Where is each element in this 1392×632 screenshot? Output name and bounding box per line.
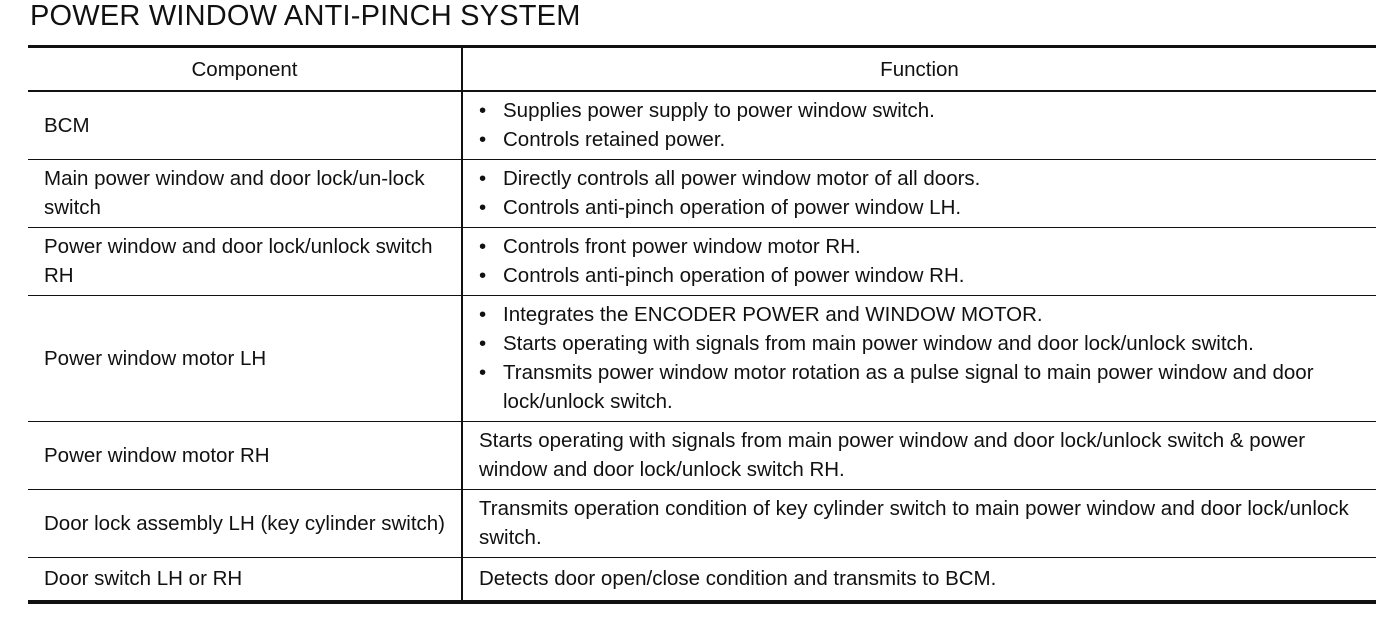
function-bullet: • Controls anti-pinch operation of power window LH. bbox=[479, 193, 1370, 222]
table-row bbox=[28, 160, 1376, 228]
function-bullet-list bbox=[479, 232, 1370, 290]
column-header-function: Function bbox=[462, 47, 1376, 92]
function-bullet: • Supplies power supply to power window switch. bbox=[479, 96, 1370, 125]
table-row bbox=[28, 91, 1376, 160]
function-bullet: • Starts operating with signals from main power window and door lock/unlock switch. bbox=[479, 329, 1370, 358]
component-cell: Power window motor RH bbox=[28, 422, 462, 490]
function-cell bbox=[462, 91, 1376, 160]
function-bullet: • Controls front power window motor RH. bbox=[479, 232, 1370, 261]
function-bullet-list bbox=[479, 300, 1370, 416]
function-cell bbox=[462, 296, 1376, 422]
page-title: POWER WINDOW ANTI-PINCH SYSTEM bbox=[30, 0, 581, 32]
table-row bbox=[28, 296, 1376, 422]
function-bullet-list bbox=[479, 96, 1370, 154]
component-cell: Power window motor LH bbox=[28, 296, 462, 422]
table-row bbox=[28, 422, 1376, 490]
function-cell: Detects door open/close condition and transmits to BCM. bbox=[462, 558, 1376, 603]
component-cell: BCM bbox=[28, 91, 462, 160]
function-cell bbox=[462, 160, 1376, 228]
component-cell: Main power window and door lock/un-lock switch bbox=[28, 160, 462, 228]
column-header-component: Component bbox=[28, 47, 462, 92]
function-bullet-list bbox=[479, 164, 1370, 222]
function-bullet: • Controls anti-pinch operation of power window RH. bbox=[479, 261, 1370, 290]
component-function-table bbox=[28, 45, 1376, 604]
function-bullet: • Integrates the ENCODER POWER and WINDOW MOTOR. bbox=[479, 300, 1370, 329]
component-cell: Door switch LH or RH bbox=[28, 558, 462, 603]
function-cell bbox=[462, 228, 1376, 296]
component-cell: Door lock assembly LH (key cylinder switch) bbox=[28, 490, 462, 558]
component-cell: Power window and door lock/unlock switch RH bbox=[28, 228, 462, 296]
function-bullet: • Directly controls all power window motor of all doors. bbox=[479, 164, 1370, 193]
function-cell: Starts operating with signals from main power window and door lock/unlock switch & power window and door lock/unlock switch RH. bbox=[462, 422, 1376, 490]
table-header-row bbox=[28, 47, 1376, 92]
table-row bbox=[28, 558, 1376, 603]
function-bullet: • Controls retained power. bbox=[479, 125, 1370, 154]
function-cell: Transmits operation condition of key cylinder switch to main power window and door lock/unlock switch. bbox=[462, 490, 1376, 558]
table-row bbox=[28, 490, 1376, 558]
function-bullet: • Transmits power window motor rotation as a pulse signal to main power window and door lock/unlock switch. bbox=[479, 358, 1370, 416]
table-row bbox=[28, 228, 1376, 296]
